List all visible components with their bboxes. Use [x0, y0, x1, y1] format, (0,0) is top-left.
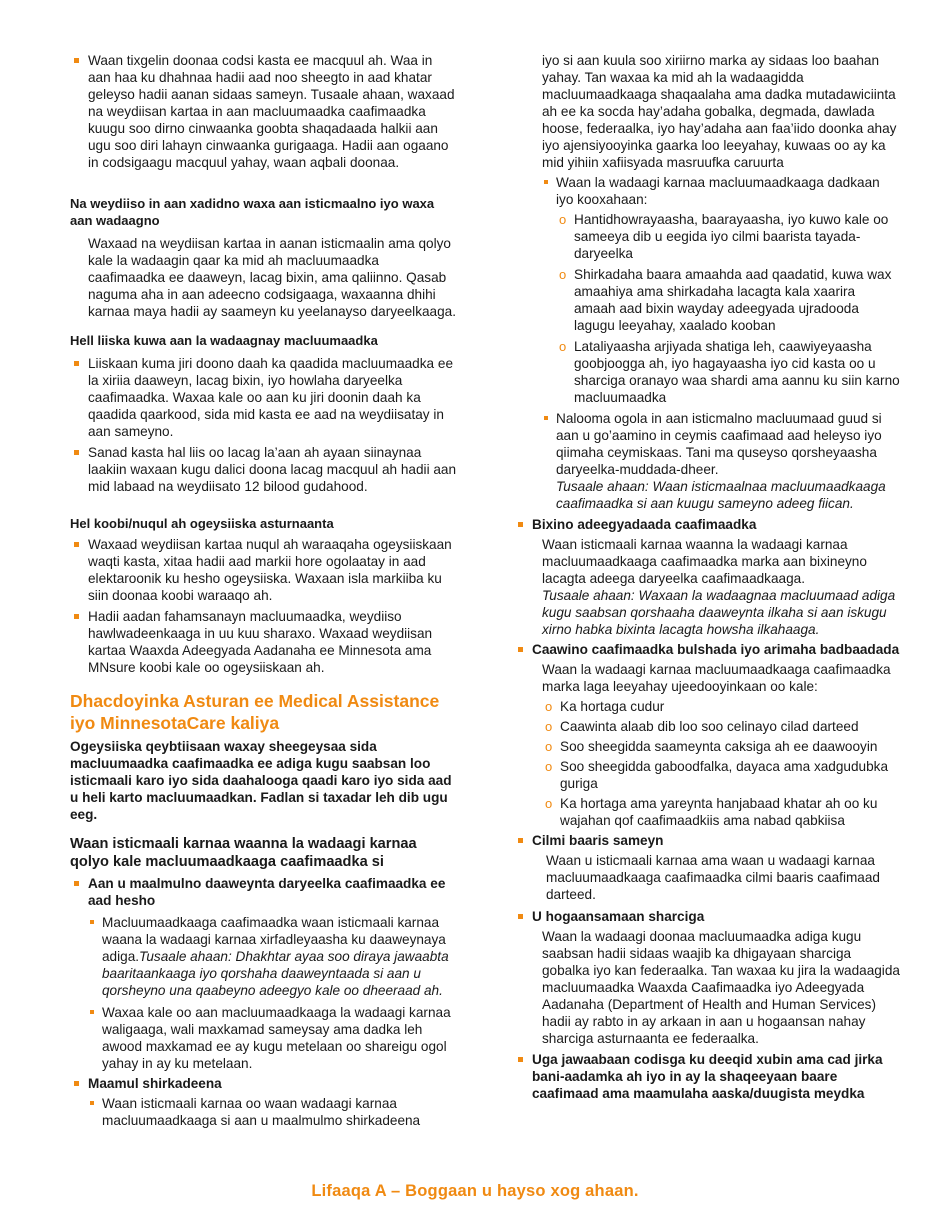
- treatment-subitems: [70, 914, 458, 1072]
- copy-notice-heading: Hel koobi/nuqul ah ogeysiiska asturnaanta: [70, 516, 334, 531]
- list-item: o Caawinta alaab dib loo soo celinayo cilad darteed: [542, 718, 900, 735]
- list-item: o Ka hortaga ama yareynta hanjabaad khatar ah oo ku wajahan qof caafimaadkiis ama nabad qabkiisa: [542, 795, 900, 829]
- list-item: Waan la wadaagi karnaa macluumaadkaaga dadkaan iyo kooxahaan:: [542, 174, 900, 208]
- list-item: o Soo sheegidda saameynta caksiga ah ee daawooyin: [542, 738, 900, 755]
- disclosure-list-heading: Hell liiska kuwa aan la wadaagnay macluumaadka: [70, 333, 378, 348]
- limit-use-heading: Na weydiiso in aan xadidno waxa aan isticmaalno iyo waxa aan wadaagno: [70, 196, 435, 228]
- law-item-title: U hogaansamaan sharciga: [514, 908, 900, 925]
- operations-item-title: Maamul shirkadeena: [70, 1075, 458, 1092]
- left-column: [70, 52, 458, 1129]
- body-text: Waan la wadaagi doonaa macluumaadka adiga kugu saabsan hadii sidaas waajib ka dhigayaan sharciga gobalka iyo kan federaalka. Tan waxaa ku jira la wadaagida macluumaadka Waaxda Caafimaadka iyo Adeegyada Aadanaha (Department of Health and Human Services) hadii ay rabto in ay arkaan in aan u hogaansan nahay sharciga asturnaanta ee federaalka.: [542, 929, 900, 1046]
- page-footer: Lifaaqa A – Boggaan u hayso xog ahaan.: [311, 1182, 639, 1200]
- research-body: [514, 852, 900, 903]
- subitem-text: Macluumaadkaaga caafimaadka waan isticmaali karnaa waana la wadaagi karnaa xirfadleyaasha ku daaweynaya adiga.: [102, 915, 446, 964]
- list-item: Waxaa kale oo aan macluumaadkaaga la wadaagi karnaa waligaaga, wali maxkamad sameysay ama dadka leh awood maxkamad ee ay kugu metelaan oo shareigu ogol yahay in ay ku metelaan.: [88, 1004, 458, 1072]
- limit-use-body: Waxaad na weydiisan kartaa in aanan isticmaalin ama qolyo kale la wadaagin qaar ka mid ah macluumaadka caafimaadka ee daaweyn, lacag bixin, ama qaliinno. Qasab naguma aha in aan adeecno codsigaaga, waxaanna dhihi karnaa maya hadii ay saameyn ku yeelanayso daryeelkaaga.: [88, 236, 457, 319]
- share-groups: [542, 211, 900, 406]
- list-item: Waxaad weydiisan kartaa nuqul ah waraaqaha ogeysiiskaan waqti kasta, xitaa hadii aad markii hore ogolaatay in aad elektaroonik ku hesho ogeysiiska. Waxaan isla markiiba ku siin doonaa koobi waraaqo ah.: [70, 536, 458, 604]
- section-heading: Dhacdoyinka Asturan ee Medical Assistance iyo MinnesotaCare kaliya: [70, 691, 440, 733]
- list-item: o Soo sheegidda gaboodfalka, dayaca ama xadgudubka guriga: [542, 758, 900, 792]
- payment-body: [514, 536, 900, 638]
- operations-continued: [514, 52, 900, 512]
- list-item: Sanad kasta hal liis oo lacag la’aan ah ayaan siinaynaa laakiin waxaan kugu dalici doona lacag macquul ah hadii aan mid labaad na weydiisato 12 bilood gudahood.: [70, 444, 458, 495]
- body-text: Waan u isticmaali karnaa ama waan u wadaagi karnaa macluumaadkaaga caafimaadka cilmi baaris caafimaad darteed.: [546, 853, 880, 902]
- list-item: o Lataliyaasha arjiyada shatiga leh, caawiyeyaasha goobjoogga ah, iyo hagayaasha iyo cid kasta oo u sharciga oranayo waa shardi ama aannu ku siin karno macluumaadka: [556, 338, 900, 406]
- research-item-title: Cilmi baaris sameyn: [514, 832, 900, 849]
- subitem-text: Nalooma ogola in aan isticmalno macluumaad guud si aan u go’aamino in ceymis caafimaad aad heleyso iyo qiimaha ceymiskaas. Tani ma quseyso qorsheyaasha daryeelka-muddada-dheer.: [556, 411, 882, 477]
- right-column: [514, 52, 900, 1102]
- continued-text: iyo si aan kuula soo xiriirno marka ay sidaas loo baahan yahay. Tan waxaa ka mid ah la wadaagidda macluumaadkaaga shaqaalaha ama dadka mutadawiciinta ah ee ka socda hay’adaha gobalka, degmada, dawlada hoose, federaalka, iyo hay’adaha aan faa’iido doonka ahay iyo ajensiyooyinka gaarka loo leeyahay, kuwaas oo ay ka mid yihiin xafiisyada masruufka caruurta: [542, 53, 897, 170]
- organ-donation-item-title: Uga jawaabaan codisga ku deeqid xubin ama cad jirka bani-aadamka ah iyo in ay la shaqeeyaan baare caafimaad ama maamulaha aaska/duugista meydka: [514, 1051, 900, 1102]
- operations-subitems: [70, 1095, 458, 1129]
- example-text: Tusaale ahaan: Waan isticmaalnaa macluumaadkaaga caafimaadka si aan kuugu sameyno adeeg fiican.: [556, 479, 886, 511]
- list-item: o Hantidhowrayaasha, baarayaasha, iyo kuwo kale oo sameeya dib u eegida iyo cilmi baarista tayada-daryeelka: [556, 211, 900, 262]
- list-item: Hadii aadan fahamsanayn macluumaadka, weydiiso hawlwadeenkaaga in uu kuu sharaxo. Waxaad weydiisan kartaa Waaxda Adeegyada Aadanaha ee Minnesota ama MNsure koobi kale oo ogeysiiskaan ah.: [70, 608, 458, 676]
- law-body: [514, 928, 900, 1047]
- section-intro: Ogeysiiska qeybtiisaan waxay sheegeysaa sida macluumaadka caafimaadka ee adiga kugu saabsan loo isticmaali karo iyo sida daahalooga qaadi karo iyo sida aad u heli karto macluumaadkan. Fadlan si taxadar leh dib ugu eeg.: [70, 739, 452, 822]
- body-text: Waan isticmaali karnaa waanna la wadaagi karnaa macluumaadkaaga caafimaadka marka aan bixineyno lacagta adeega daryeelka caafimaadkaaga.: [542, 537, 867, 586]
- body-text: Waan la wadaagi karnaa macluumaadkaaga caafimaadka marka laga leeyahay ujeedooyinkaan oo kale:: [542, 662, 891, 694]
- payment-item-title: Bixino adeegyadaada caafimaadka: [514, 516, 900, 533]
- example-text: Tusaale ahaan: Waxaan la wadaagnaa macluumaad adiga kugu saabsan qorshaaha daaweynta ilkaha si aan iskugu xirno habka bixinta lacagta howsha ilkahaaga.: [542, 588, 896, 637]
- treatment-item-title: Aan u maalmulno daaweynta daryeelka caafimaadka ee aad hesho: [70, 875, 458, 909]
- public-health-item-title: Caawino caafimaadka bulshada iyo arimaha badbaadada: [514, 641, 900, 658]
- public-health-body: [514, 661, 900, 829]
- list-item: o Ka hortaga cudur: [542, 698, 900, 715]
- privacy-request-bullet: Waan tixgelin doonaa codsi kasta ee macquul ah. Waa in aan haa ku dhahnaa hadii aad noo sheegto in aad khatar geleyso hadii aanan sidaas sameyn. Tusaale ahaan, waxaad na weydiisan kartaa in aan macluumaadka caafimaadka kuugu soo dirno cinwaanka goobta shaqadaada halkii aan ugu soo diri lahayn cinwaanka gurigaaga. Hadii aan ogaano in codsigaagu macquul yahay, waan aqbali doonaa.: [70, 52, 458, 171]
- uses-heading: Waan isticmaali karnaa waanna la wadaagi karnaa qolyo kale macluumaadkaaga caafimaadka si: [70, 836, 417, 870]
- example-text: Tusaale ahaan: Dhakhtar ayaa soo diraya jawaabta baaritaankaaga iyo qorshaha daaweyntaada si aan u qorsheyno una qaabeyno adeegyo kale oo dheeraad ah.: [102, 949, 449, 998]
- list-item: o Shirkadaha baara amaahda aad qaadatid, kuwa wax amaahiya ama shirkadaha lacagta kala xaarira amaah aad bixin wayday adeegyada ujradooda lagugu leeyahay, xaalado kooban: [556, 266, 900, 334]
- list-item: [88, 914, 458, 999]
- list-item: [542, 410, 900, 512]
- list-item: Waan isticmaali karnaa oo waan wadaagi karnaa macluumaadkaaga si aan u maalmulmo shirkadeena: [88, 1095, 458, 1129]
- list-item: Liiskaan kuma jiri doono daah ka qaadida macluumaadka ee la xiriia daaweyn, lacag bixin, iyo howlaha daryeelka caafimaadka. Waxaa kale oo aan ku jiri doonin daah ka qaadida qaarkood, sida mid kasta ee aad na weydiisatay in aan sameyno.: [70, 355, 458, 440]
